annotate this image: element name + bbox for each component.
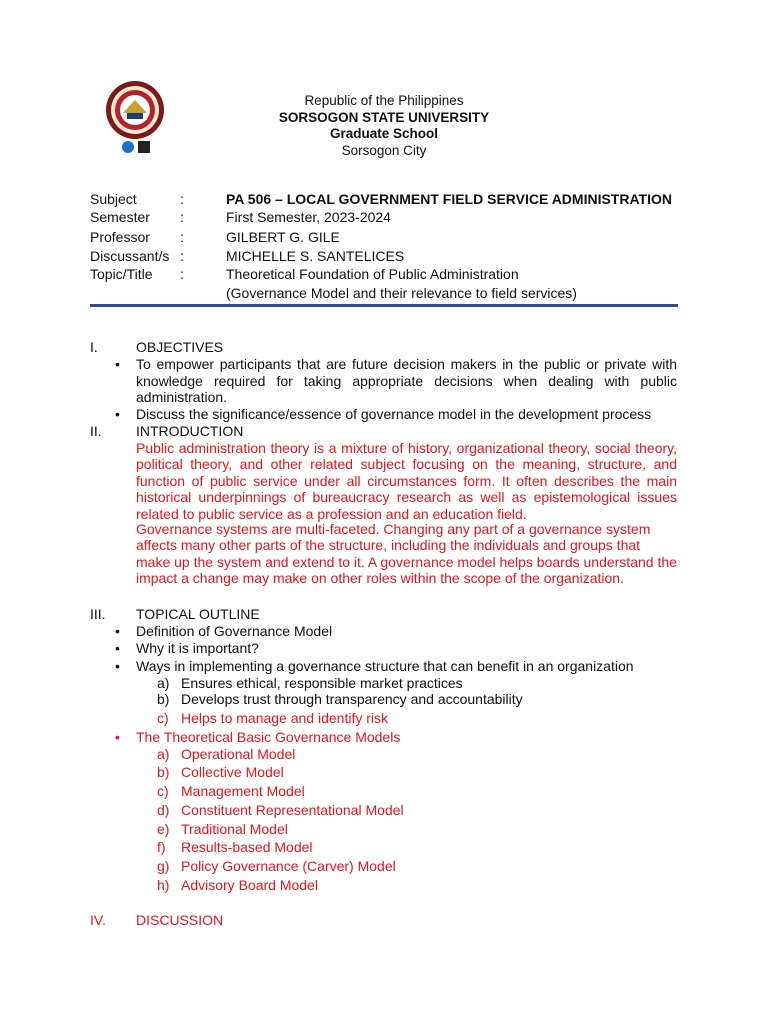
semester-value: First Semester, 2023-2024	[226, 209, 391, 225]
model-letter: c)	[157, 783, 169, 799]
bullet-icon: •	[115, 406, 120, 422]
topic-subtitle: (Governance Model and their relevance to field services)	[226, 285, 577, 301]
model-item: Advisory Board Model	[181, 877, 318, 893]
model-item: Policy Governance (Carver) Model	[181, 858, 396, 874]
model-letter: h)	[157, 877, 170, 893]
semester-colon: :	[180, 209, 184, 225]
professor-value: GILBERT G. GILE	[226, 229, 340, 245]
model-letter: d)	[157, 802, 170, 818]
way-letter: a)	[157, 675, 170, 691]
introduction-paragraph-1: Public administration theory is a mixture of history, organizational theory, social theory, political theory, and other related subject focusing on the meaning, structure, and function of public service under all circumstances form. It often describes the main historical underpinnings of bureaucracy research as well as epistemological issues related to public service as a profession and an education field.	[136, 440, 677, 522]
model-letter: a)	[157, 746, 170, 762]
way-item-3: Helps to manage and identify risk	[181, 710, 388, 726]
topic-colon: :	[180, 266, 184, 282]
semester-label: Semester	[90, 209, 150, 225]
bullet-icon: •	[115, 658, 120, 674]
objective-item-2: Discuss the significance/essence of governance model in the development process	[136, 406, 652, 422]
professor-colon: :	[180, 229, 184, 245]
objective-item-1: To empower participants that are future decision makers in the public or private with knowledge required for taking appropriate decisions when dealing with public administration.	[136, 356, 677, 405]
model-letter: e)	[157, 821, 170, 837]
way-item-2: Develops trust through transparency and accountability	[181, 691, 523, 707]
model-item: Management Model	[181, 783, 305, 799]
model-item: Results-based Model	[181, 839, 313, 855]
section-3-title: TOPICAL OUTLINE	[136, 606, 260, 622]
way-item-1: Ensures ethical, responsible market practices	[181, 675, 463, 691]
section-2-numeral: II.	[90, 423, 102, 439]
model-item: Operational Model	[181, 746, 296, 762]
section-3-numeral: III.	[90, 606, 106, 622]
section-2-title: INTRODUCTION	[136, 423, 244, 439]
section-1-numeral: I.	[90, 339, 98, 355]
way-letter: c)	[157, 710, 169, 726]
model-letter: b)	[157, 764, 170, 780]
subject-label: Subject	[90, 191, 137, 207]
topic-label: Topic/Title	[90, 266, 153, 282]
outline-item-2: Why it is important?	[136, 640, 259, 656]
model-item: Constituent Representational Model	[181, 802, 404, 818]
header-city: Sorsogon City	[341, 143, 427, 158]
discussant-colon: :	[180, 248, 184, 264]
bullet-icon: •	[115, 356, 120, 372]
model-letter: g)	[157, 858, 170, 874]
section-1-title: OBJECTIVES	[136, 339, 224, 355]
topic-value: Theoretical Foundation of Public Administration	[226, 266, 519, 282]
header-divider	[90, 304, 678, 307]
bullet-icon: •	[115, 623, 120, 639]
model-item: Collective Model	[181, 764, 284, 780]
discussant-label: Discussant/s	[90, 248, 170, 264]
professor-label: Professor	[90, 229, 150, 245]
header-school: Graduate School	[329, 126, 439, 141]
discussant-value: MICHELLE S. SANTELICES	[226, 248, 405, 264]
models-title: The Theoretical Basic Governance Models	[136, 729, 401, 745]
bullet-icon: •	[115, 729, 120, 745]
header-university: SORSOGON STATE UNIVERSITY	[278, 110, 490, 125]
model-item: Traditional Model	[181, 821, 288, 837]
model-letter: f)	[157, 839, 166, 855]
header-country: Republic of the Philippines	[304, 93, 464, 108]
section-4-title: DISCUSSION	[136, 912, 224, 928]
way-letter: b)	[157, 691, 170, 707]
bullet-icon: •	[115, 640, 120, 656]
subject-value: PA 506 – LOCAL GOVERNMENT FIELD SERVICE ADMINISTRATION	[226, 191, 672, 207]
outline-item-1: Definition of Governance Model	[136, 623, 333, 639]
subject-colon: :	[180, 191, 184, 207]
section-4-numeral: IV.	[90, 912, 106, 928]
outline-item-3: Ways in implementing a governance structure that can benefit in an organization	[136, 658, 634, 674]
introduction-paragraph-2: Governance systems are multi-faceted. Changing any part of a governance system affects many other parts of the structure, including the individuals and groups that make up the system and extend to it. A governance model helps boards understand the impact a change may make on other roles within the scope of the organization.	[136, 521, 677, 587]
